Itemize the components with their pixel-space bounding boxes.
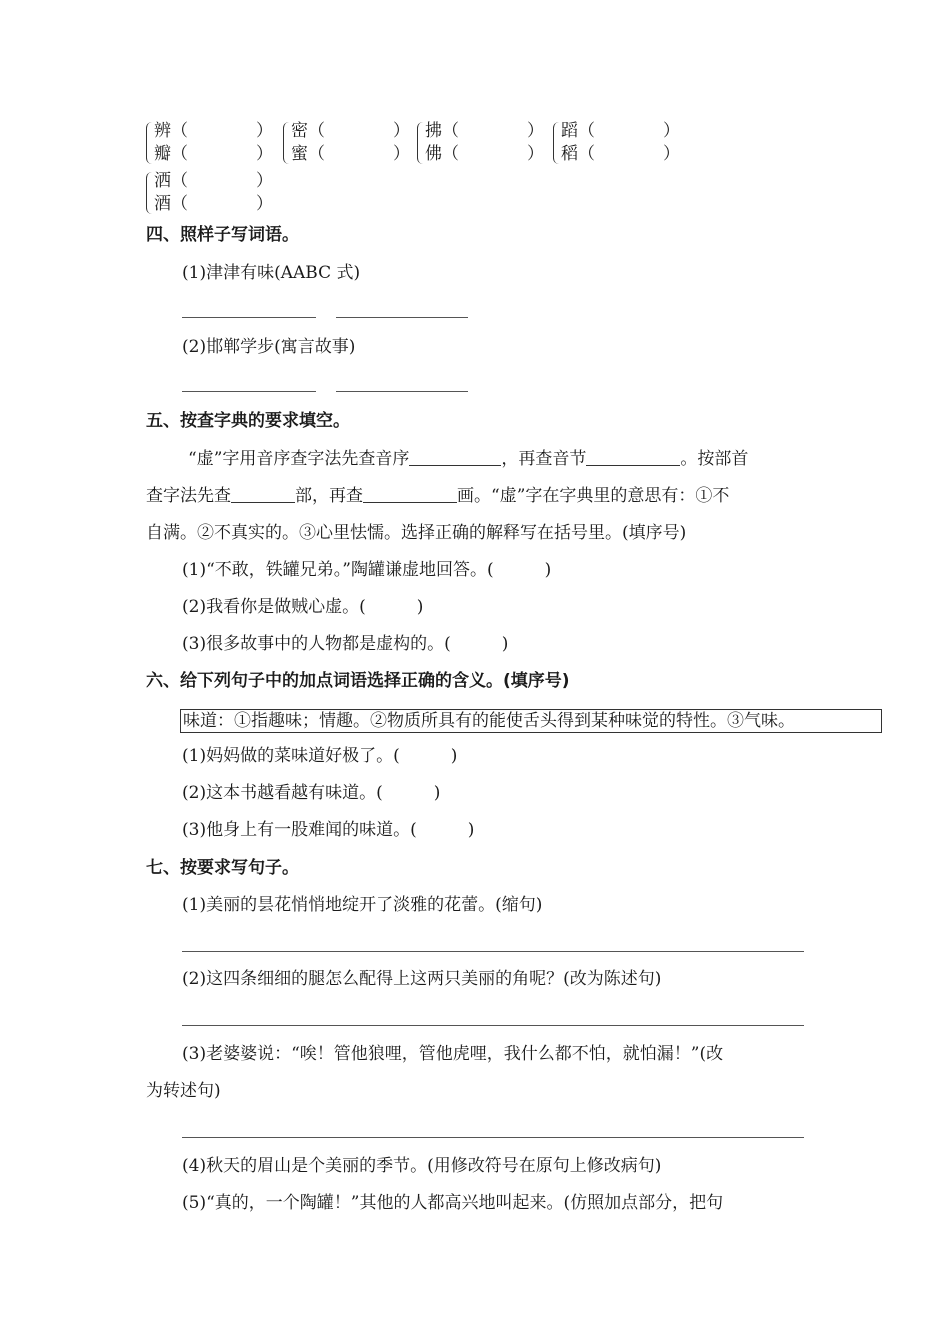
- s5-question-2: (2)我看你是做贼心虚。( ): [182, 597, 424, 617]
- text: 部，再查: [295, 486, 363, 506]
- s7-question-5: (5)“真的，一个陶罐！”其他的人都高兴地叫起来。(仿照加点部分，把句: [182, 1193, 724, 1213]
- s7-question-2: (2)这四条细细的腿怎么配得上这两只美丽的角呢？(改为陈述句): [182, 969, 662, 989]
- s7-question-3-line-2: 为转述句): [146, 1081, 221, 1101]
- s6-question-3: (3)他身上有一股难闻的味道。( ): [182, 820, 475, 840]
- char-pair-1: [146, 120, 276, 170]
- brace: [417, 122, 423, 164]
- answer-line[interactable]: [182, 391, 316, 392]
- section-5-title: 五、按查字典的要求填空。: [146, 411, 350, 431]
- s5-paragraph-line-1: [188, 448, 748, 470]
- char-a: 拂（: [425, 121, 459, 141]
- s5-question-1: (1)“不敢，铁罐兄弟。”陶罐谦虚地回答。( ): [182, 560, 552, 580]
- close-paren: ）: [256, 144, 273, 164]
- answer-line[interactable]: [336, 391, 468, 392]
- s7-question-4: (4)秋天的眉山是个美丽的季节。(用修改符号在原句上修改病句): [182, 1156, 662, 1176]
- close-paren: ）: [527, 144, 544, 164]
- close-paren: ）: [393, 121, 410, 141]
- char-b: 佛（: [425, 144, 459, 164]
- brace: [146, 172, 152, 214]
- definition-box: 味道：①指趣味；情趣。②物质所具有的能使舌头得到某种味觉的特性。③气味。: [180, 709, 882, 733]
- text: 。按部首: [680, 449, 749, 469]
- char-b: 蜜（: [291, 144, 325, 164]
- fill-blank[interactable]: [586, 449, 680, 466]
- s4-question-2: (2)邯郸学步(寓言故事): [182, 337, 356, 357]
- char-a: 蹈（: [561, 121, 595, 141]
- answer-line[interactable]: [336, 317, 468, 318]
- fill-blank[interactable]: [409, 449, 501, 466]
- answer-line[interactable]: [182, 1025, 804, 1026]
- close-paren: ）: [256, 194, 273, 214]
- s7-question-3-line-1: (3)老婆婆说：“唉！管他狼哩，管他虎哩，我什么都不怕，就怕漏！”(改: [182, 1044, 724, 1064]
- char-b: 稻（: [561, 144, 595, 164]
- close-paren: ）: [663, 121, 680, 141]
- char-b: 瓣（: [154, 144, 188, 164]
- char-pair-5: [146, 170, 276, 220]
- s6-question-2: (2)这本书越看越有味道。( ): [182, 783, 441, 803]
- answer-line[interactable]: [182, 1137, 804, 1138]
- close-paren: ）: [527, 121, 544, 141]
- brace: [146, 122, 152, 164]
- section-7-title: 七、按要求写句子。: [146, 858, 299, 878]
- s5-paragraph-line-2: [146, 485, 729, 507]
- char-pair-4: [553, 120, 683, 170]
- text: 画。“虚”字在字典里的意思有：①不: [457, 486, 730, 506]
- char-a: 辨（: [154, 121, 188, 141]
- text: 查字法先查: [146, 486, 231, 506]
- s5-question-3: (3)很多故事中的人物都是虚构的。( ): [182, 634, 509, 654]
- char-a: 密（: [291, 121, 325, 141]
- char-pair-2: [283, 120, 413, 170]
- char-pair-3: [417, 120, 547, 170]
- fill-blank[interactable]: [363, 486, 457, 503]
- section-4-title: 四、照样子写词语。: [146, 225, 299, 245]
- answer-line[interactable]: [182, 951, 804, 952]
- brace: [553, 122, 559, 164]
- s5-paragraph-line-3: 自满。②不真实的。③心里怯懦。选择正确的解释写在括号里。(填序号): [146, 523, 687, 543]
- text: “虚”字用音序查字法先查音序: [188, 449, 410, 469]
- close-paren: ）: [393, 144, 410, 164]
- section-6-title: 六、给下列句子中的加点词语选择正确的含义。(填序号): [146, 671, 570, 691]
- char-a: 洒（: [154, 171, 188, 191]
- fill-blank[interactable]: [231, 486, 295, 503]
- close-paren: ）: [256, 121, 273, 141]
- brace: [283, 122, 289, 164]
- close-paren: ）: [256, 171, 273, 191]
- char-b: 酒（: [154, 194, 188, 214]
- close-paren: ）: [663, 144, 680, 164]
- text: ，再查音节: [501, 449, 587, 469]
- s4-question-1: (1)津津有味(AABC 式): [182, 263, 361, 283]
- answer-line[interactable]: [182, 317, 316, 318]
- s7-question-1: (1)美丽的昙花悄悄地绽开了淡雅的花蕾。(缩句): [182, 895, 543, 915]
- s6-question-1: (1)妈妈做的菜味道好极了。( ): [182, 746, 458, 766]
